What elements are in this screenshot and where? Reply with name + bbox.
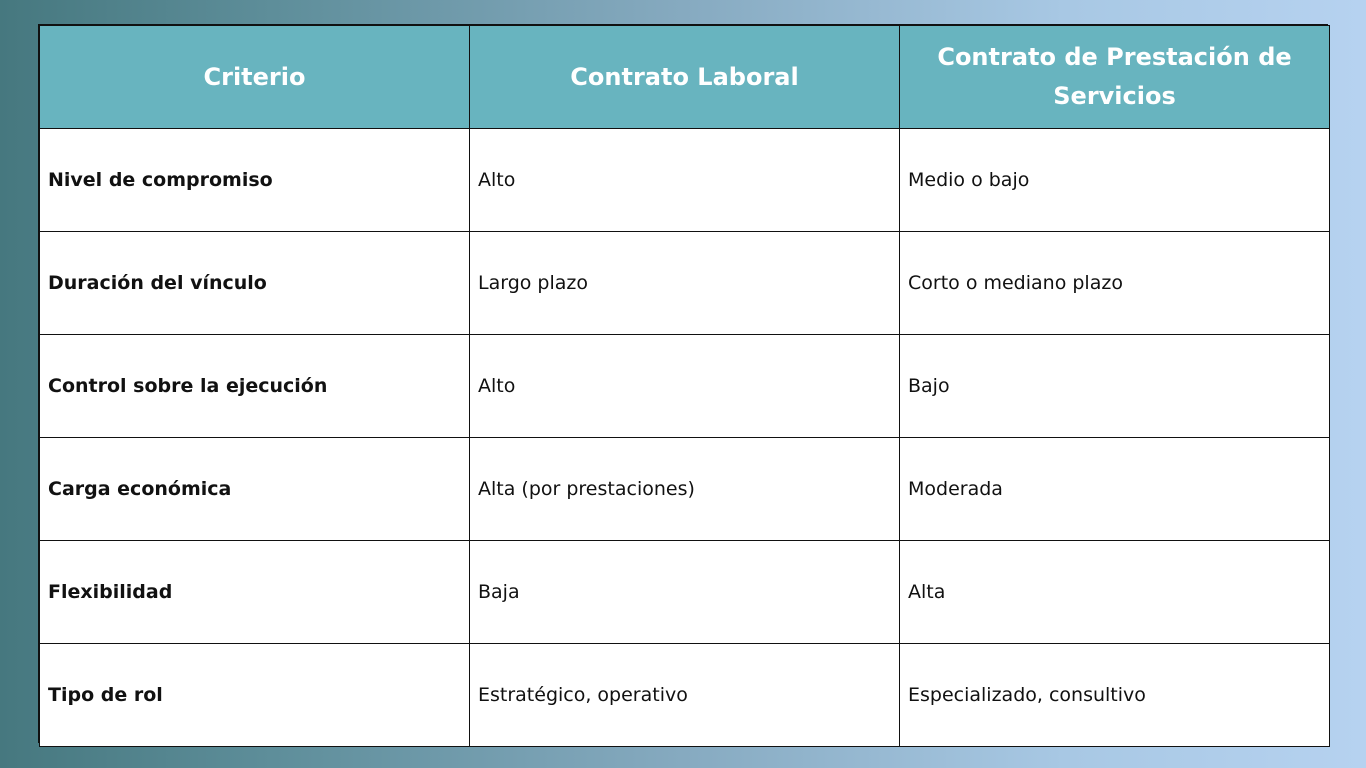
prestacion-cell: Bajo xyxy=(900,335,1330,438)
laboral-cell: Baja xyxy=(470,541,900,644)
laboral-cell: Largo plazo xyxy=(470,232,900,335)
comparison-table xyxy=(39,25,1330,747)
laboral-cell: Estratégico, operativo xyxy=(470,644,900,747)
prestacion-cell: Especializado, consultivo xyxy=(900,644,1330,747)
table-row xyxy=(40,129,1330,232)
prestacion-cell: Corto o mediano plazo xyxy=(900,232,1330,335)
criterion-cell: Carga económica xyxy=(40,438,470,541)
criterion-cell: Duración del vínculo xyxy=(40,232,470,335)
table-body xyxy=(40,129,1330,747)
table-row xyxy=(40,644,1330,747)
table-row xyxy=(40,232,1330,335)
criterion-cell: Control sobre la ejecución xyxy=(40,335,470,438)
prestacion-cell: Medio o bajo xyxy=(900,129,1330,232)
criterion-cell: Flexibilidad xyxy=(40,541,470,644)
laboral-cell: Alto xyxy=(470,335,900,438)
criterion-cell: Tipo de rol xyxy=(40,644,470,747)
table-header xyxy=(40,26,1330,129)
header-criterio: Criterio xyxy=(40,26,470,129)
criterion-cell: Nivel de compromiso xyxy=(40,129,470,232)
comparison-table-container xyxy=(38,24,1328,743)
header-row xyxy=(40,26,1330,129)
prestacion-cell: Moderada xyxy=(900,438,1330,541)
laboral-cell: Alto xyxy=(470,129,900,232)
table-row xyxy=(40,541,1330,644)
header-contrato-laboral: Contrato Laboral xyxy=(470,26,900,129)
laboral-cell: Alta (por prestaciones) xyxy=(470,438,900,541)
prestacion-cell: Alta xyxy=(900,541,1330,644)
header-contrato-prestacion-servicios: Contrato de Prestación de Servicios xyxy=(900,26,1330,129)
table-row xyxy=(40,438,1330,541)
table-row xyxy=(40,335,1330,438)
